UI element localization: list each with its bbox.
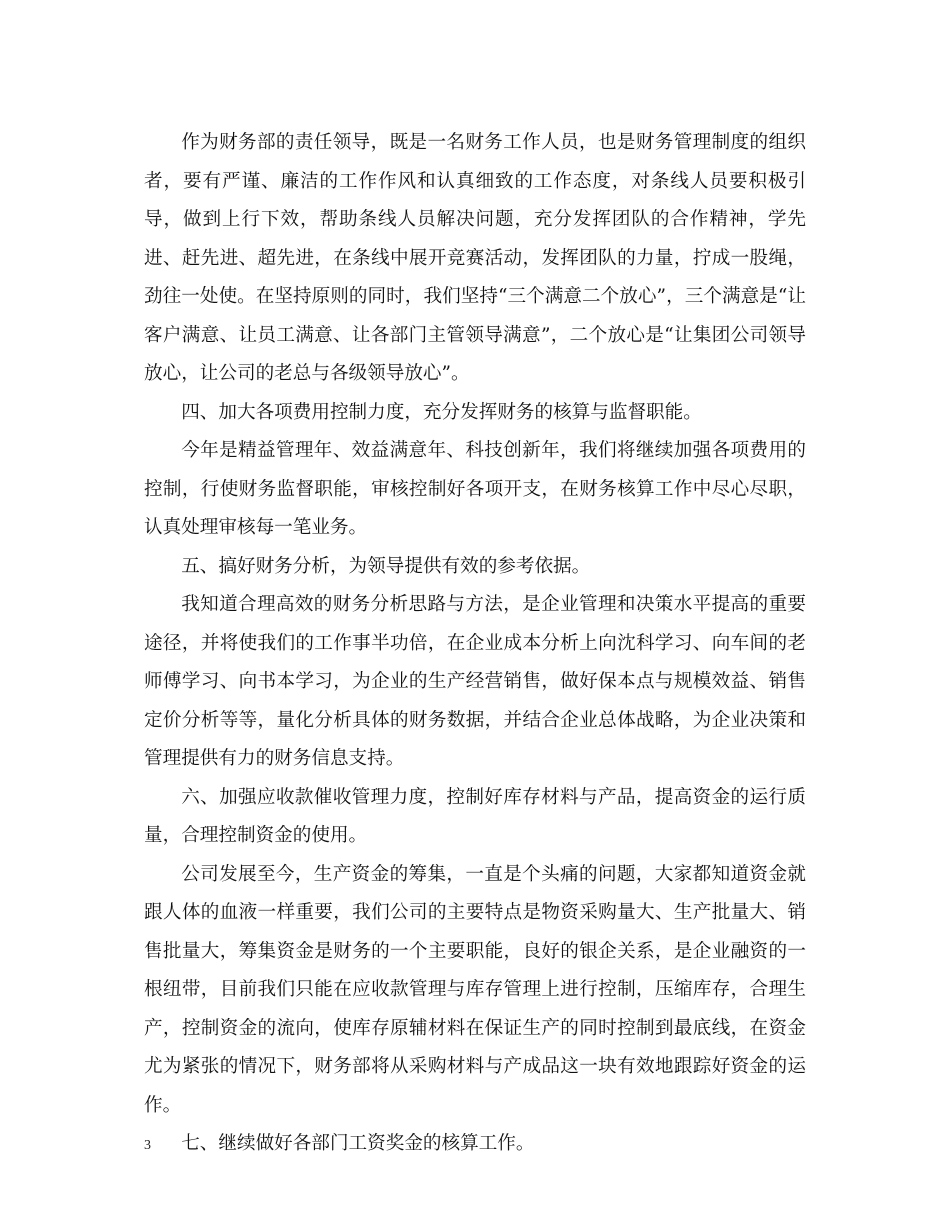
paragraph-financial-analysis: 我知道合理高效的财务分析思路与方法，是企业管理和决策水平提高的重要途径，并将使我们的工作事半功倍，在企业成本分析上向沈科学习、向车间的老师傅学习、向书本学习，为企业的生产经营销售，做好保本点与规模效益、销售定价分析等等，量化分析具体的财务数据，并结合企业总体战略，为企业决策和管理提供有力的财务信息支持。 <box>144 594 806 769</box>
paragraph-cost-control: 今年是精益管理年、效益满意年、科技创新年，我们将继续加强各项费用的控制，行使财务监督职能，审核控制好各项开支，在财务核算工作中尽心尽职，认真处理审核每一笔业务。 <box>144 440 806 538</box>
heading-section-six: 六、加强应收款催收管理力度，控制好库存材料与产品，提高资金的运行质量，合理控制资金的使用。 <box>144 786 806 846</box>
heading-section-five: 五、搞好财务分析，为领导提供有效的参考依据。 <box>181 555 591 577</box>
heading-section-seven: 七、继续做好各部门工资奖金的核算工作。 <box>181 1133 535 1154</box>
heading-section-four: 四、加大各项费用控制力度，充分发挥财务的核算与监督职能。 <box>181 401 702 423</box>
paragraph-leadership-responsibility: 作为财务部的责任领导，既是一名财务工作人员，也是财务管理制度的组织者，要有严谨、廉洁的工作作风和认真细致的工作态度，对条线人员要积极引导，做到上行下效，帮助条线人员解决问题，充分发挥团队的合作精神，学先进、赶先进、超先进，在条线中展开竞赛活动，发挥团队的力量，拧成一股绳，劲往一处使。在坚持原则的同时，我们坚持“三个满意二个放心”，三个满意是“让客户满意、让员工满意、让各部门主管领导满意”，二个放心是“让集团公司领导放心，让公司的老总与各级领导放心”。 <box>144 132 806 384</box>
document-body <box>144 124 806 1164</box>
paragraph-funds-management: 公司发展至今，生产资金的筹集，一直是个头痛的问题，大家都知道资金就跟人体的血液一样重要，我们公司的主要特点是物资采购量大、生产批量大、销售批量大，筹集资金是财务的一个主要职能，良好的银企关系，是企业融资的一根纽带，目前我们只能在应收款管理与库存管理上进行控制，压缩库存，合理生产，控制资金的流向，使库存原辅材料在保证生产的同时控制到最底线，在资金尤为紧张的情况下，财务部将从采购材料与产成品这一块有效地跟踪好资金的运作。 <box>144 863 806 1116</box>
page-number: 3 <box>144 1138 151 1153</box>
